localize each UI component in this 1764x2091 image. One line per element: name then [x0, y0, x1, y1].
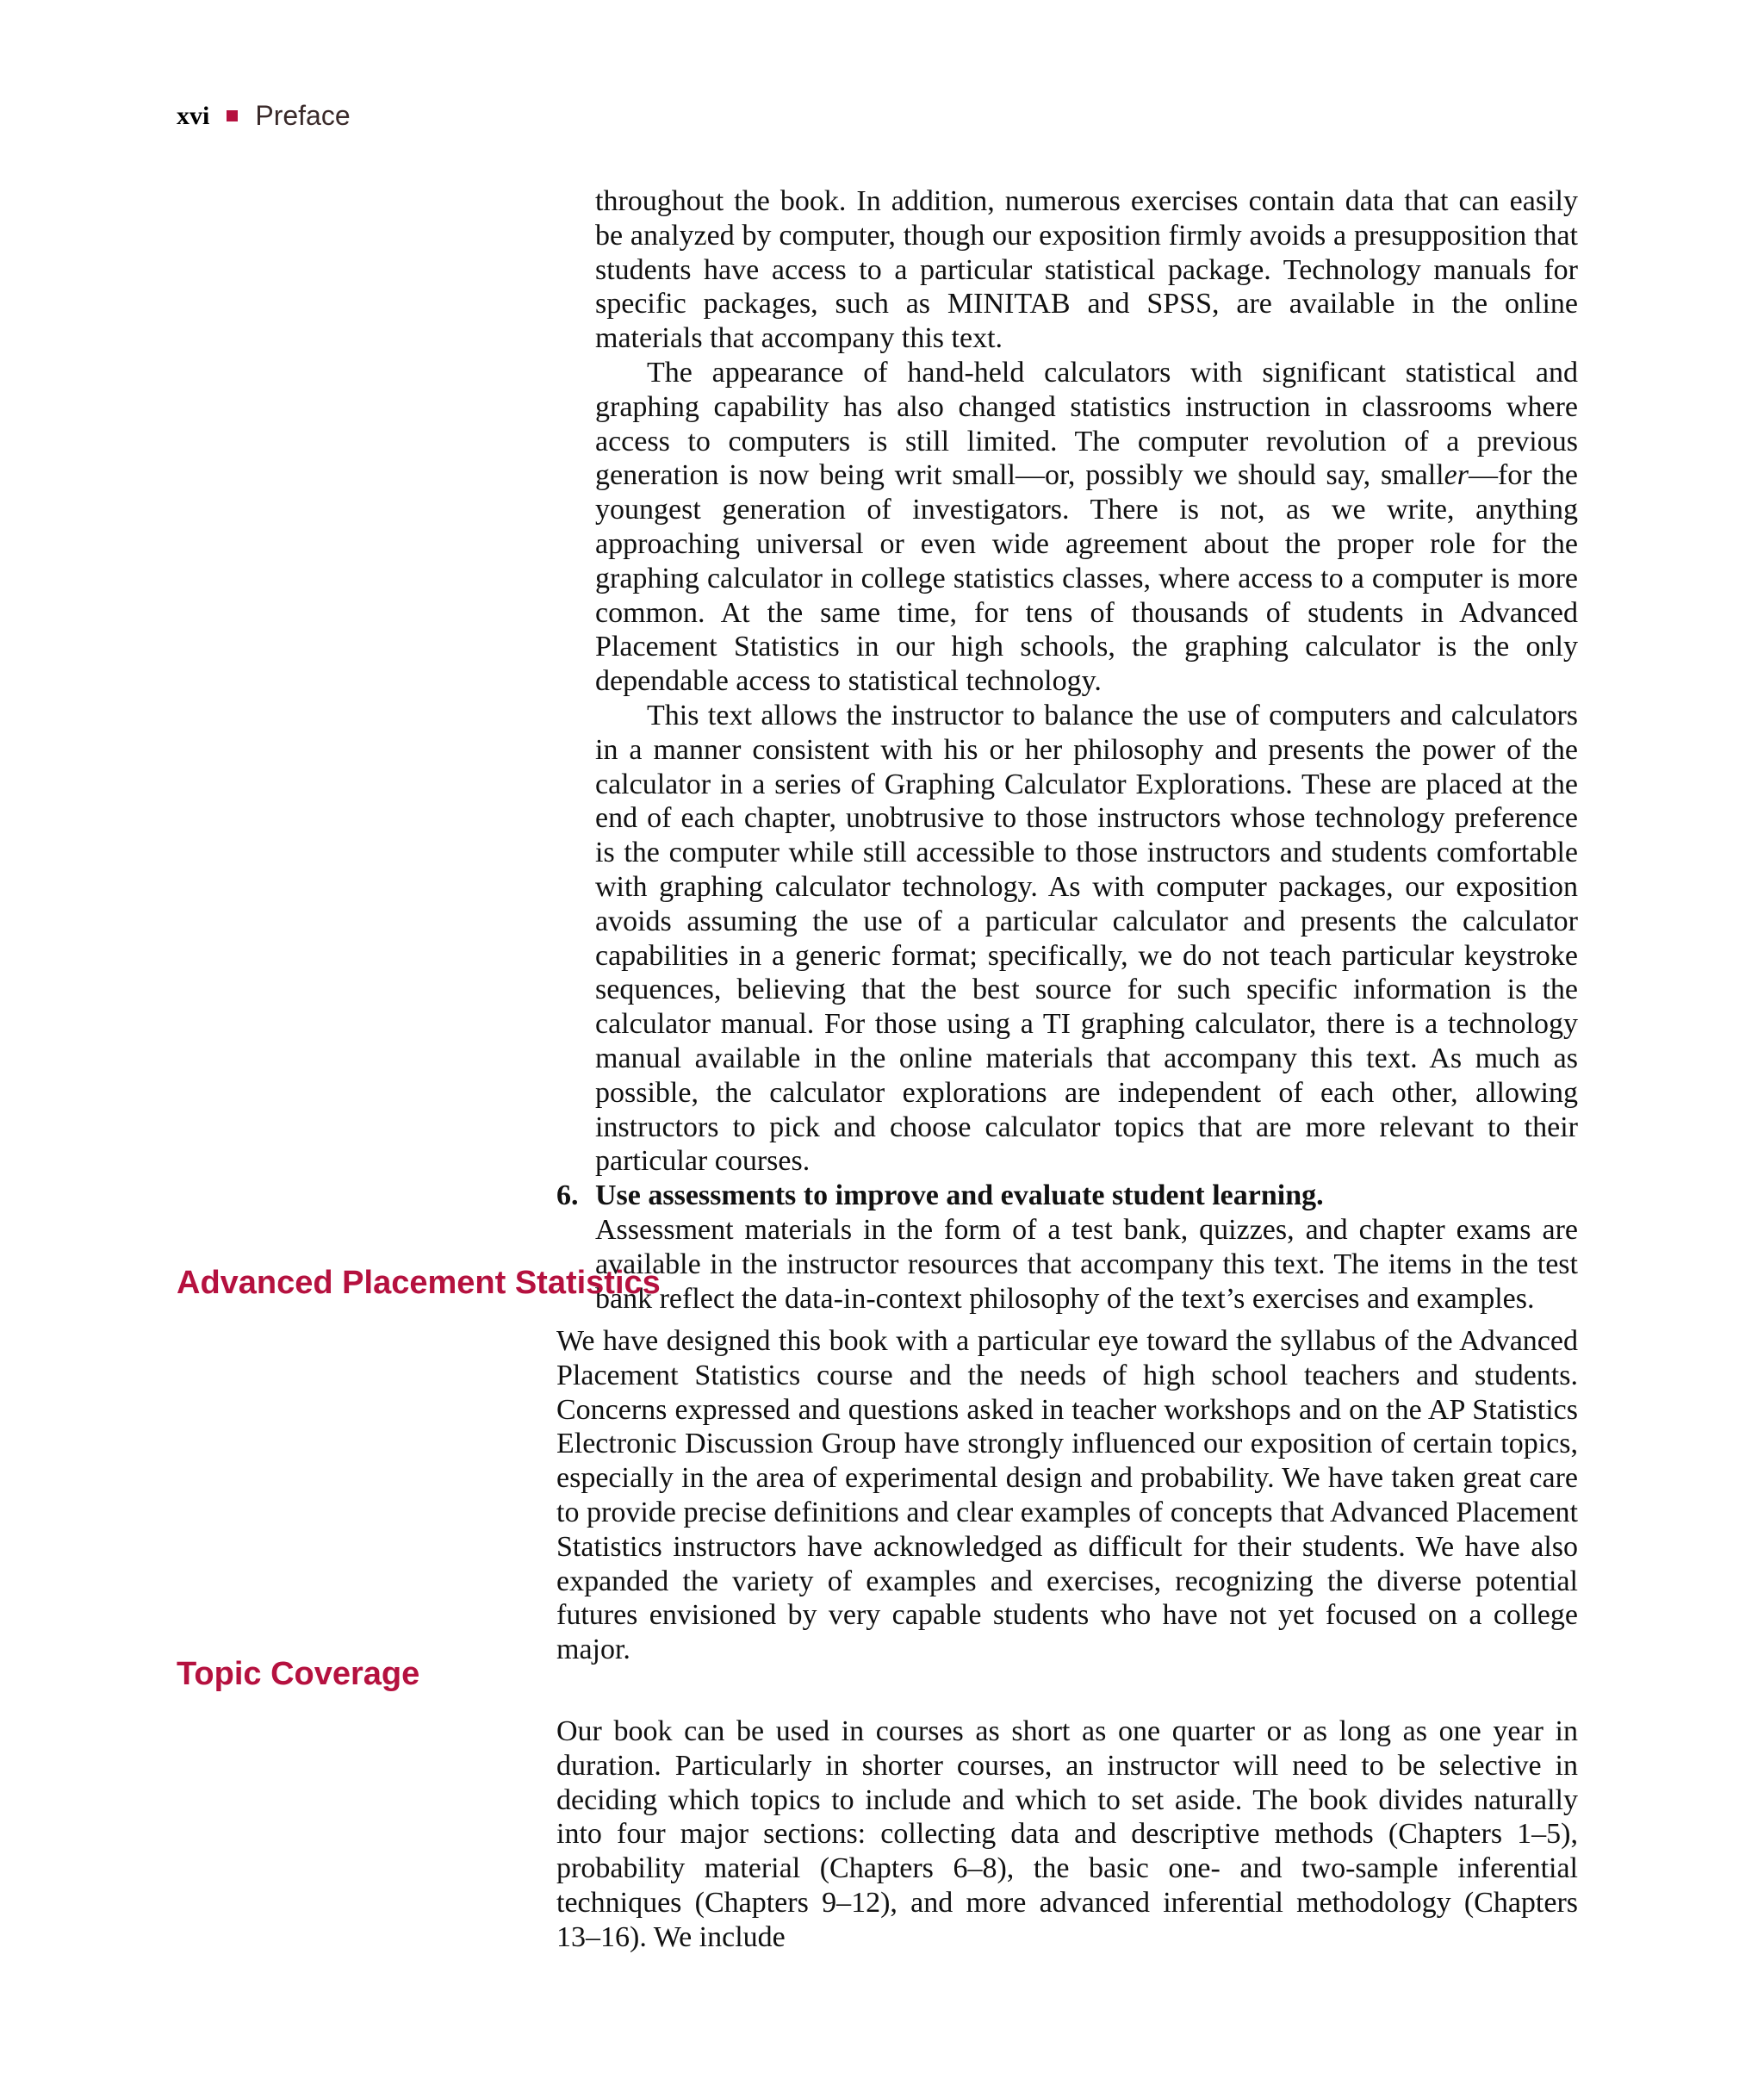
paragraph-assessment: Assessment materials in the form of a test bank, quizzes, and chapter exams are available in the instructor resources that accompany this text. The items in the test bank reflect the data-in-context philosophy of the text’s exercises and examples.: [595, 1213, 1578, 1315]
body-column-top: [556, 184, 1578, 1316]
list-item-number: 6.: [556, 1179, 579, 1212]
paragraph-calculators-part2: —for the youngest generation of investigators. There is not, as we write, anything approaching universal or even wide agreement about the proper role for the graphing calculator in college statistics classes, where access to a computer is more common. At the same time, for tens of thousands of students in Advanced Placement Statistics in our high schools, the graphing calculator is the only dependable access to statistical technology.: [595, 459, 1578, 698]
paragraph-calculators-part1: The appearance of hand-held calculators with significant statistical and graphing capability has also changed statistics instruction in classrooms where access to computers is still limited. The computer revolution of a previous generation is now being writ small—or, possibly we should say, small: [595, 356, 1578, 492]
paragraph-topic-coverage: Our book can be used in courses as short as one quarter or as long as one year in duration. Particularly in shorter courses, an instructor will need to be selective in deciding which topics to include and which to set aside. The book divides naturally into four major sections: collecting data and descriptive methods (Chapters 1–5), probability material (Chapters 6–8), the basic one- and two-sample inferential techniques (Chapters 9–12), and more advanced inferential methodology (Chapters 13–16). We include: [556, 1715, 1578, 1953]
section-heading-ap-statistics: Advanced Placement Statistics: [177, 1265, 661, 1301]
list-item-5-continuation: [595, 184, 1578, 1179]
list-item-6-body: [595, 1213, 1578, 1316]
paragraph-calculators: [595, 356, 1578, 699]
paragraph-calculators-italic: er: [1444, 459, 1469, 492]
section-heading-topic-coverage: Topic Coverage: [177, 1656, 420, 1692]
body-column-topic: [556, 1714, 1578, 1955]
paragraph-ap-statistics: We have designed this book with a particular eye toward the syllabus of the Advanced Placement Statistics course and the needs of high school teachers and students. Concerns expressed and questions asked in teacher workshops and on the AP Statistics Electronic Discussion Group have strongly influenced our exposition of certain topics, especially in the area of experimental design and probability. We have taken great care to provide precise definitions and clear examples of concepts that Advanced Placement Statistics instructors have acknowledged as difficult for their students. We have also expanded the variety of examples and exercises, recognizing the diverse potential futures envisioned by very capable students who have not yet focused on a college major.: [556, 1325, 1578, 1666]
square-bullet-icon: [227, 110, 238, 121]
list-item-title: Use assessments to improve and evaluate student learning.: [595, 1179, 1324, 1212]
page-number: xvi: [177, 101, 210, 130]
running-head: [177, 100, 351, 132]
body-column-ap: [556, 1324, 1578, 1667]
paragraph-balance: This text allows the instructor to balance the use of computers and calculators in a manner consistent with his or her philosophy and presents the power of the calculator in a series of Graphing Calculator Explorations. These are placed at the end of each chapter, unobtrusive to those instructors whose technology preference is the computer while still accessible to those instructors and students comfortable with graphing calculator technology. As with computer packages, our exposition avoids assuming the use of a particular calculator and presents the calculator capabilities in a generic format; specifically, we do not teach particular keystroke sequences, believing that the best source for such specific information is the calculator manual. For those using a TI graphing calculator, there is a technology manual available in the online materials that accompany this text. As much as possible, the calculator explorations are independent of each other, allowing instructors to pick and choose calculator topics that are more relevant to their particular courses.: [595, 699, 1578, 1178]
list-item-6-heading: [556, 1179, 1578, 1213]
paragraph-technology-manuals: throughout the book. In addition, numerous exercises contain data that can easily be analyzed by computer, though our exposition firmly avoids a presupposition that students have access to a particular statistical package. Technology manuals for specific packages, such as MINITAB and SPSS, are available in the online materials that accompany this text.: [595, 185, 1578, 355]
running-head-section: Preface: [255, 100, 351, 131]
